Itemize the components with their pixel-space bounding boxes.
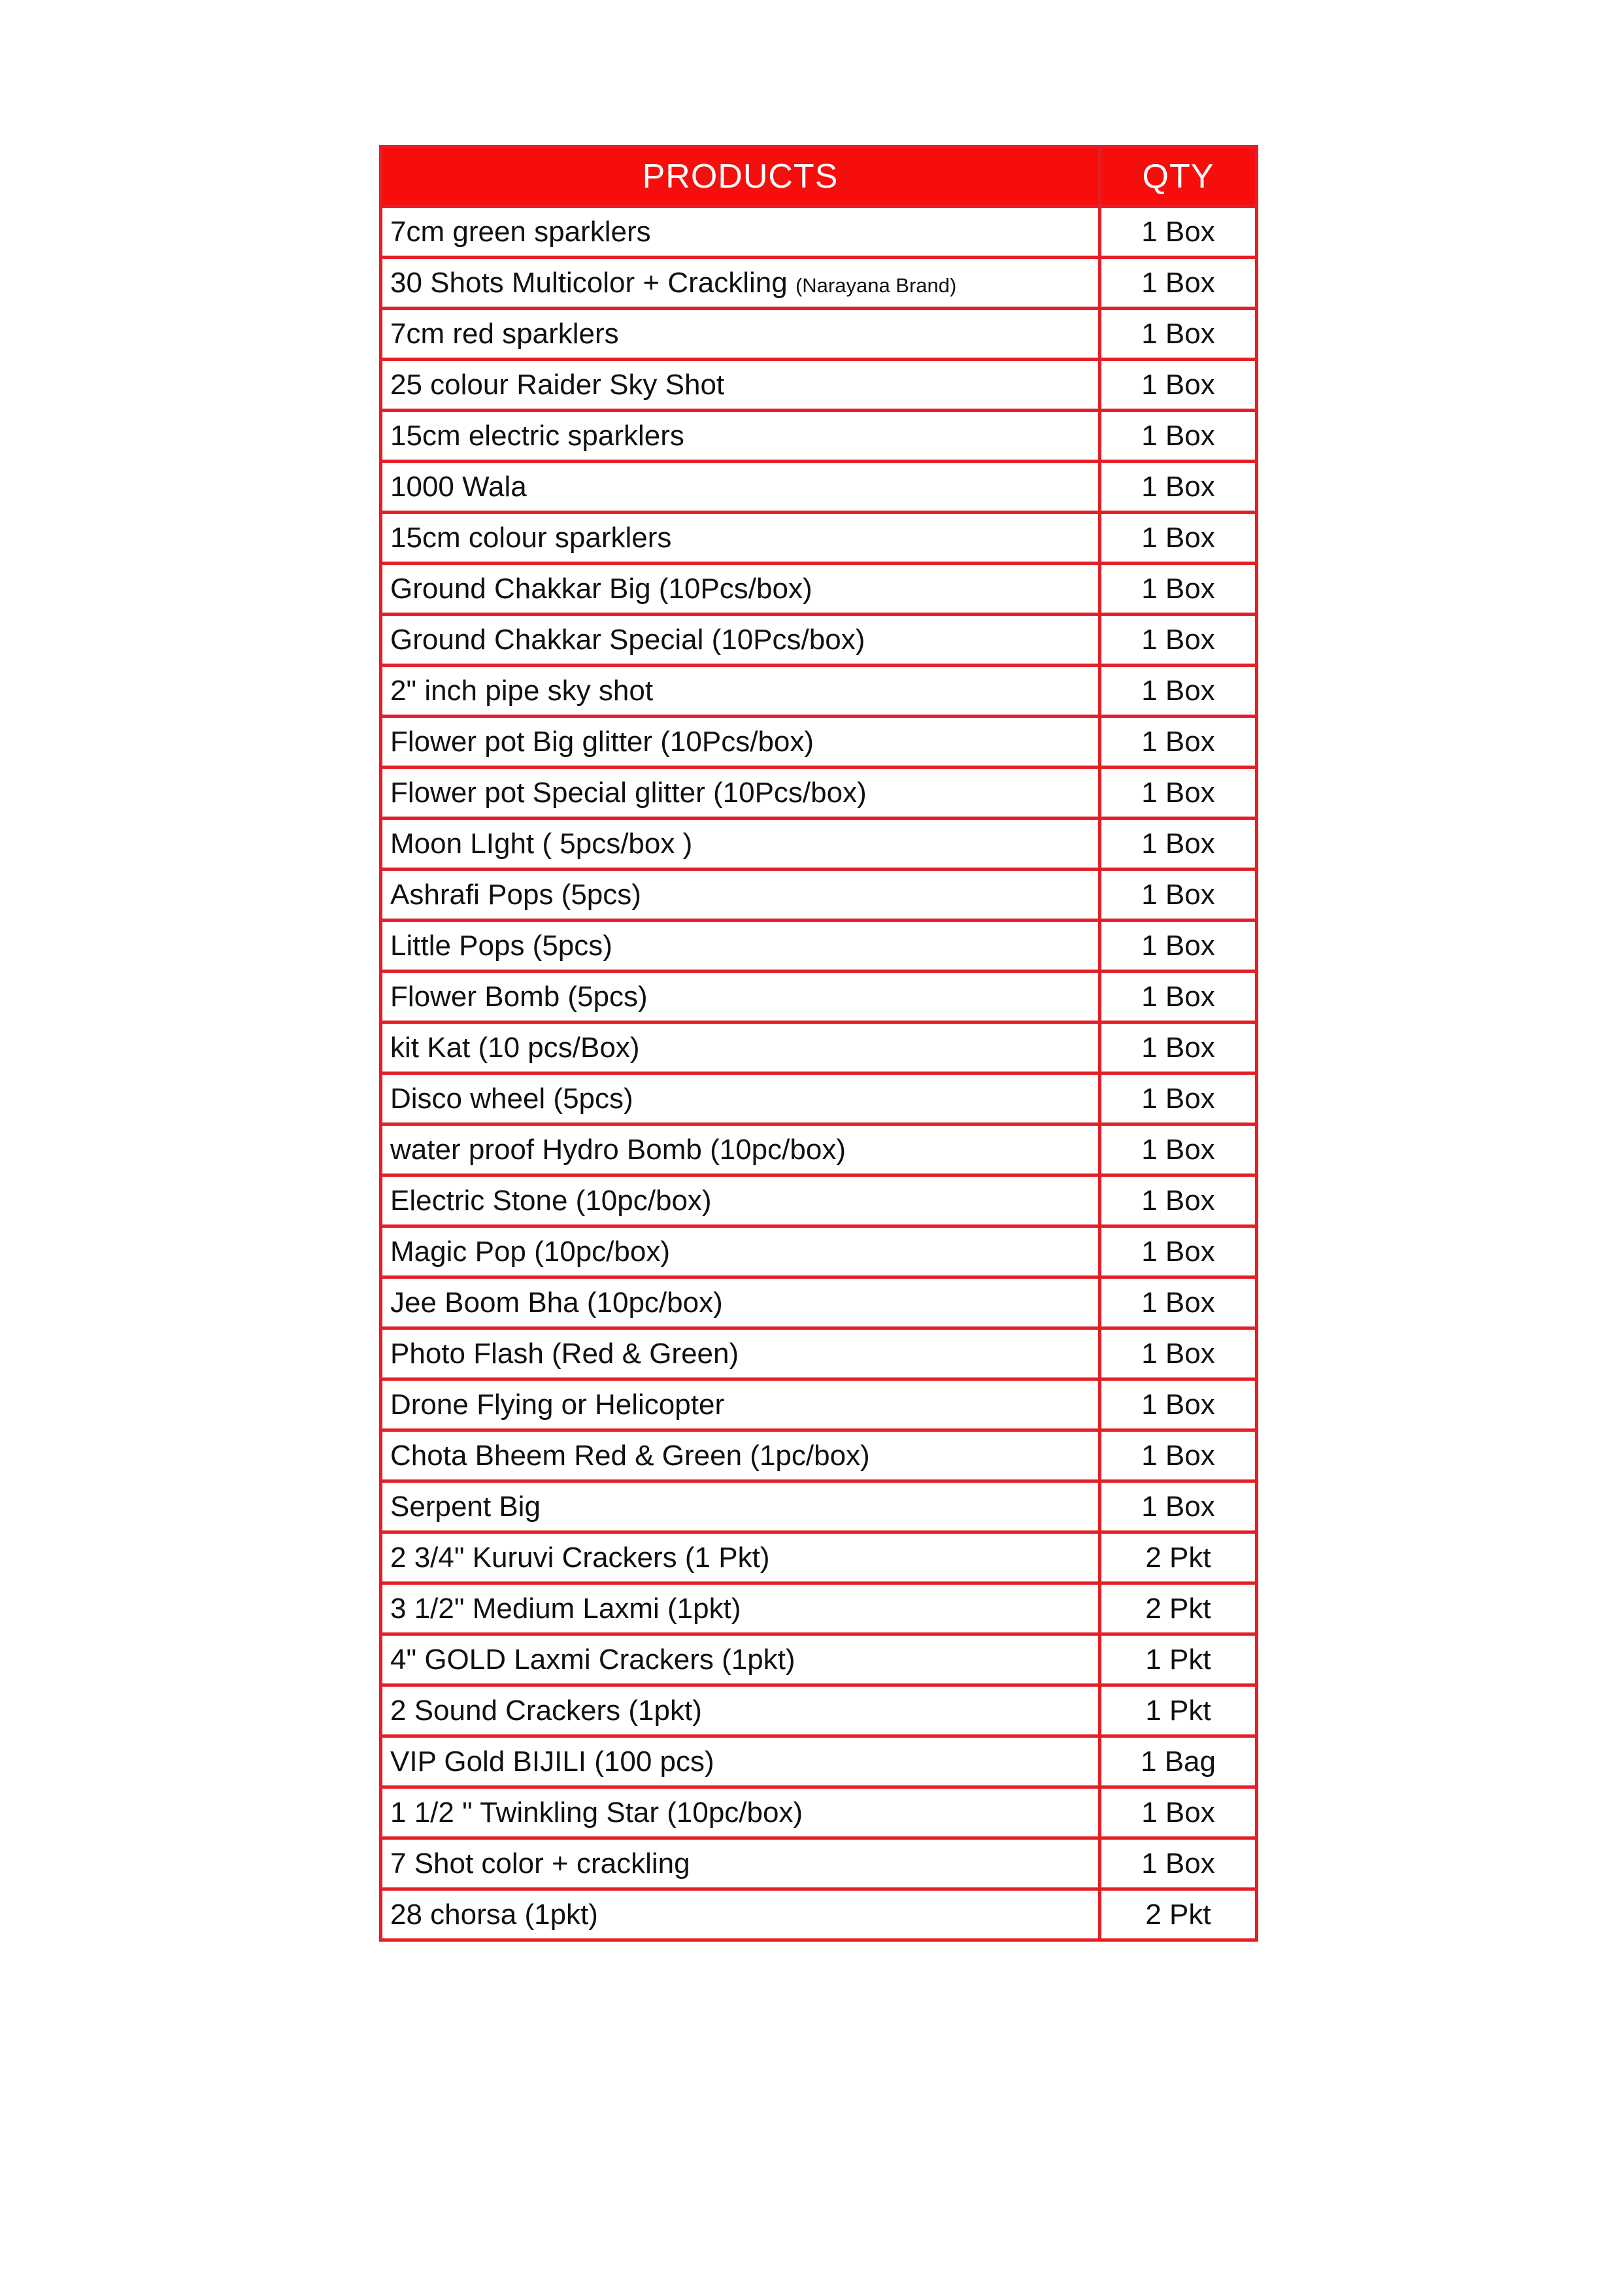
product-cell	[381, 462, 1100, 513]
product-cell	[381, 1124, 1100, 1175]
product-name: 7cm red sparklers	[390, 317, 619, 350]
product-cell	[381, 513, 1100, 564]
product-name: 25 colour Raider Sky Shot	[390, 368, 725, 401]
product-name: 3 1/2" Medium Laxmi (1pkt)	[390, 1592, 741, 1625]
product-cell	[381, 1583, 1100, 1634]
qty-cell: 1 Box	[1100, 615, 1257, 666]
product-name: 7 Shot color + crackling	[390, 1847, 690, 1880]
product-name: Flower pot Big glitter (10Pcs/box)	[390, 725, 814, 758]
table-row	[381, 1838, 1257, 1889]
table-row	[381, 207, 1257, 258]
product-name: Magic Pop (10pc/box)	[390, 1235, 670, 1268]
product-name: 2 Sound Crackers (1pkt)	[390, 1694, 702, 1727]
product-name: 15cm colour sparklers	[390, 521, 672, 554]
qty-cell: 1 Box	[1100, 1022, 1257, 1073]
qty-cell: 1 Box	[1100, 1277, 1257, 1328]
product-name: 2" inch pipe sky shot	[390, 674, 654, 707]
product-cell	[381, 615, 1100, 666]
table-header-row	[381, 147, 1257, 207]
product-cell	[381, 207, 1100, 258]
qty-cell: 1 Box	[1100, 1430, 1257, 1481]
product-name: Photo Flash (Red & Green)	[390, 1337, 739, 1370]
qty-cell: 2 Pkt	[1100, 1889, 1257, 1940]
table-row	[381, 1685, 1257, 1736]
qty-cell: 1 Box	[1100, 971, 1257, 1022]
product-cell	[381, 1787, 1100, 1838]
product-name: 30 Shots Multicolor + Crackling	[390, 266, 788, 299]
product-name: Jee Boom Bha (10pc/box)	[390, 1286, 723, 1319]
qty-cell: 1 Box	[1100, 1124, 1257, 1175]
table-row	[381, 971, 1257, 1022]
product-cell	[381, 869, 1100, 920]
qty-cell: 1 Box	[1100, 411, 1257, 462]
qty-cell: 1 Box	[1100, 920, 1257, 971]
product-name: Chota Bheem Red & Green (1pc/box)	[390, 1439, 870, 1472]
product-cell	[381, 1889, 1100, 1940]
product-name: water proof Hydro Bomb (10pc/box)	[390, 1133, 846, 1166]
product-cell	[381, 1277, 1100, 1328]
table-row	[381, 819, 1257, 869]
table-row	[381, 513, 1257, 564]
qty-cell: 1 Box	[1100, 1787, 1257, 1838]
product-cell	[381, 1022, 1100, 1073]
product-cell	[381, 971, 1100, 1022]
product-cell	[381, 1430, 1100, 1481]
table-row	[381, 564, 1257, 615]
product-cell	[381, 920, 1100, 971]
qty-cell: 1 Box	[1100, 666, 1257, 717]
product-cell	[381, 768, 1100, 819]
product-note: (Narayana Brand)	[795, 273, 957, 297]
table-row	[381, 1532, 1257, 1583]
qty-cell: 2 Pkt	[1100, 1583, 1257, 1634]
qty-cell: 1 Box	[1100, 1481, 1257, 1532]
table-row	[381, 1073, 1257, 1124]
products-table	[379, 145, 1258, 1942]
table-row	[381, 258, 1257, 309]
table-row	[381, 666, 1257, 717]
product-name: 15cm electric sparklers	[390, 419, 684, 452]
product-name: Electric Stone (10pc/box)	[390, 1184, 712, 1217]
qty-cell: 1 Box	[1100, 819, 1257, 869]
qty-cell: 1 Box	[1100, 207, 1257, 258]
product-cell	[381, 1532, 1100, 1583]
qty-cell: 1 Box	[1100, 1379, 1257, 1430]
qty-cell: 1 Box	[1100, 309, 1257, 360]
qty-cell: 1 Box	[1100, 1073, 1257, 1124]
table-row	[381, 1430, 1257, 1481]
products-header: PRODUCTS	[381, 147, 1100, 207]
product-cell	[381, 1379, 1100, 1430]
table-row	[381, 1022, 1257, 1073]
product-name: Ground Chakkar Special (10Pcs/box)	[390, 623, 865, 656]
product-name: Drone Flying or Helicopter	[390, 1388, 725, 1421]
qty-cell: 1 Box	[1100, 717, 1257, 768]
table-row	[381, 717, 1257, 768]
qty-cell: 1 Box	[1100, 1838, 1257, 1889]
table-row	[381, 1481, 1257, 1532]
qty-cell: 1 Box	[1100, 258, 1257, 309]
product-cell	[381, 1634, 1100, 1685]
product-cell	[381, 1175, 1100, 1226]
table-row	[381, 1328, 1257, 1379]
product-name: 7cm green sparklers	[390, 215, 651, 248]
product-name: VIP Gold BIJILI (100 pcs)	[390, 1745, 714, 1778]
table-row	[381, 920, 1257, 971]
product-name: Ground Chakkar Big (10Pcs/box)	[390, 572, 812, 605]
product-name: 28 chorsa (1pkt)	[390, 1898, 598, 1931]
qty-cell: 1 Box	[1100, 1175, 1257, 1226]
product-cell	[381, 360, 1100, 411]
product-name: 1000 Wala	[390, 470, 527, 503]
qty-cell: 1 Box	[1100, 564, 1257, 615]
qty-cell: 1 Box	[1100, 1226, 1257, 1277]
product-cell	[381, 258, 1100, 309]
product-cell	[381, 666, 1100, 717]
product-name: Ashrafi Pops (5pcs)	[390, 878, 641, 911]
product-cell	[381, 564, 1100, 615]
product-cell	[381, 717, 1100, 768]
qty-cell: 2 Pkt	[1100, 1532, 1257, 1583]
product-cell	[381, 1838, 1100, 1889]
product-cell	[381, 1736, 1100, 1787]
table-row	[381, 869, 1257, 920]
product-cell	[381, 819, 1100, 869]
product-cell	[381, 1226, 1100, 1277]
table-row	[381, 309, 1257, 360]
qty-header: QTY	[1100, 147, 1257, 207]
qty-cell: 1 Pkt	[1100, 1685, 1257, 1736]
table-row	[381, 768, 1257, 819]
product-name: kit Kat (10 pcs/Box)	[390, 1031, 640, 1064]
product-name: Serpent Big	[390, 1490, 541, 1523]
table-row	[381, 1583, 1257, 1634]
product-name: Disco wheel (5pcs)	[390, 1082, 633, 1115]
table-row	[381, 1634, 1257, 1685]
qty-cell: 1 Box	[1100, 1328, 1257, 1379]
product-name: Little Pops (5pcs)	[390, 929, 612, 962]
table-row	[381, 1277, 1257, 1328]
product-cell	[381, 411, 1100, 462]
table-row	[381, 1787, 1257, 1838]
qty-cell: 1 Box	[1100, 768, 1257, 819]
table-row	[381, 360, 1257, 411]
table-row	[381, 462, 1257, 513]
product-name: Moon LIght ( 5pcs/box )	[390, 827, 693, 860]
table-row	[381, 1736, 1257, 1787]
table-row	[381, 1175, 1257, 1226]
product-cell	[381, 1481, 1100, 1532]
qty-cell: 1 Box	[1100, 869, 1257, 920]
qty-cell: 1 Bag	[1100, 1736, 1257, 1787]
product-cell	[381, 1073, 1100, 1124]
product-name: Flower pot Special glitter (10Pcs/box)	[390, 776, 867, 809]
qty-cell: 1 Box	[1100, 513, 1257, 564]
table-row	[381, 411, 1257, 462]
product-name: Flower Bomb (5pcs)	[390, 980, 648, 1013]
qty-cell: 1 Box	[1100, 462, 1257, 513]
product-cell	[381, 309, 1100, 360]
product-name: 2 3/4" Kuruvi Crackers (1 Pkt)	[390, 1541, 770, 1574]
table-row	[381, 1889, 1257, 1940]
table-row	[381, 1226, 1257, 1277]
product-cell	[381, 1328, 1100, 1379]
table-row	[381, 615, 1257, 666]
table-row	[381, 1379, 1257, 1430]
product-name: 1 1/2 " Twinkling Star (10pc/box)	[390, 1796, 803, 1829]
product-cell	[381, 1685, 1100, 1736]
qty-cell: 1 Pkt	[1100, 1634, 1257, 1685]
product-name: 4" GOLD Laxmi Crackers (1pkt)	[390, 1643, 795, 1676]
qty-cell: 1 Box	[1100, 360, 1257, 411]
table-row	[381, 1124, 1257, 1175]
